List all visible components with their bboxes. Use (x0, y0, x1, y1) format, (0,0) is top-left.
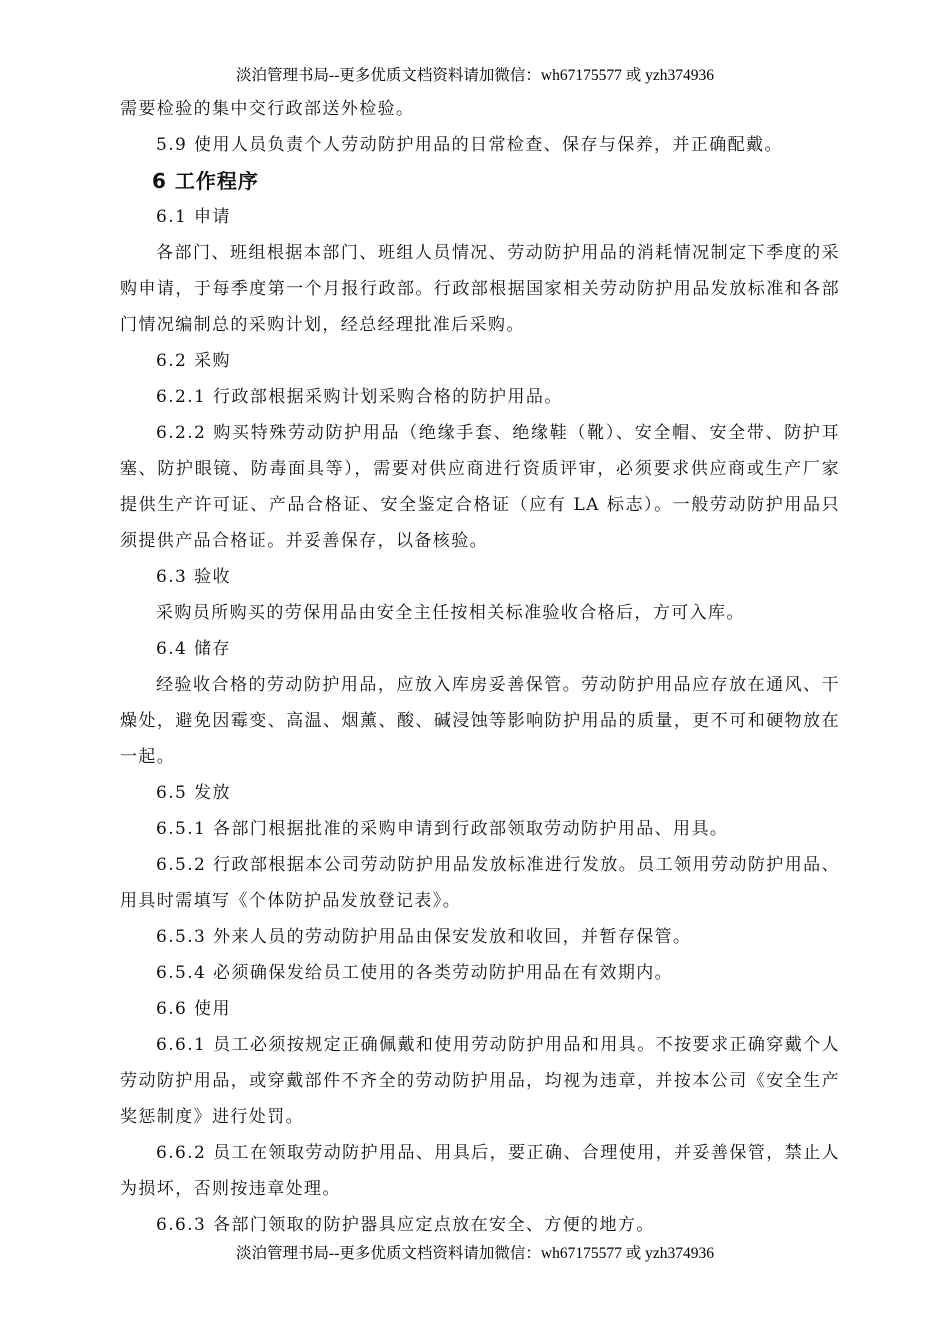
page-header: 淡泊管理书局--更多优质文档资料请加微信：wh67175577 或 yzh374936 (236, 67, 714, 84)
subsection-title-6-6: 6.6 使用 (156, 999, 231, 1019)
subsection-title-6-3: 6.3 验收 (156, 567, 231, 587)
paragraph-6-5-2: 6.5.2 行政部根据本公司劳动防护用品发放标准进行发放。员工领用劳动防护用品、用具时需填写《个体防护品发放登记表》。 (120, 855, 840, 911)
paragraph-6-4: 经验收合格的劳动防护用品，应放入库房妥善保管。劳动防护用品应存放在通风、干燥处，避免因霉变、高温、烟薰、酸、碱浸蚀等影响防护用品的质量，更不可和硬物放在一起。 (120, 675, 840, 767)
subsection-title-6-4: 6.4 储存 (156, 639, 231, 659)
document-body (120, 91, 840, 1243)
paragraph-6-2-2: 6.2.2 购买特殊劳动防护用品（绝缘手套、绝缘鞋（靴）、安全帽、安全带、防护耳塞、防护眼镜、防毒面具等），需要对供应商进行资质评审，必须要求供应商或生产厂家提供生产许可证、产品合格证、安全鉴定合格证（应有 LA 标志）。一般劳动防护用品只须提供产品合格证。并妥善保存，以备核验。 (120, 423, 840, 551)
paragraph-6-5-3: 6.5.3 外来人员的劳动防护用品由保安发放和收回，并暂存保管。 (156, 927, 692, 947)
paragraph-6-6-1: 6.6.1 员工必须按规定正确佩戴和使用劳动防护用品和用具。不按要求正确穿戴个人劳动防护用品，或穿戴部件不齐全的劳动防护用品，均视为违章，并按本公司《安全生产奖惩制度》进行处罚。 (120, 1035, 840, 1127)
paragraph-6-1: 各部门、班组根据本部门、班组人员情况、劳动防护用品的消耗情况制定下季度的采购申请，于每季度第一个月报行政部。行政部根据国家相关劳动防护用品发放标准和各部门情况编制总的采购计划，经总经理批准后采购。 (120, 243, 840, 335)
paragraph-6-2-1: 6.2.1 行政部根据采购计划采购合格的防护用品。 (156, 387, 563, 407)
paragraph-continued: 需要检验的集中交行政部送外检验。 (120, 99, 415, 119)
section-heading-6: 6 工作程序 (152, 169, 259, 193)
page-footer: 淡泊管理书局--更多优质文档资料请加微信：wh67175577 或 yzh374936 (236, 1245, 714, 1262)
subsection-title-6-2: 6.2 采购 (156, 351, 231, 371)
paragraph-6-6-2: 6.6.2 员工在领取劳动防护用品、用具后，要正确、合理使用，并妥善保管，禁止人为损坏，否则按违章处理。 (120, 1143, 840, 1199)
subsection-title-6-1: 6.1 申请 (156, 207, 231, 227)
paragraph-6-6-3: 6.6.3 各部门领取的防护器具应定点放在安全、方便的地方。 (156, 1215, 655, 1235)
subsection-title-6-5: 6.5 发放 (156, 783, 231, 803)
paragraph-6-5-4: 6.5.4 必须确保发给员工使用的各类劳动防护用品在有效期内。 (156, 963, 674, 983)
paragraph-5-9: 5.9 使用人员负责个人劳动防护用品的日常检查、保存与保养，并正确配戴。 (156, 135, 783, 155)
paragraph-6-5-1: 6.5.1 各部门根据批准的采购申请到行政部领取劳动防护用品、用具。 (156, 819, 729, 839)
paragraph-6-3: 采购员所购买的劳保用品由安全主任按相关标准验收合格后，方可入库。 (156, 603, 745, 623)
